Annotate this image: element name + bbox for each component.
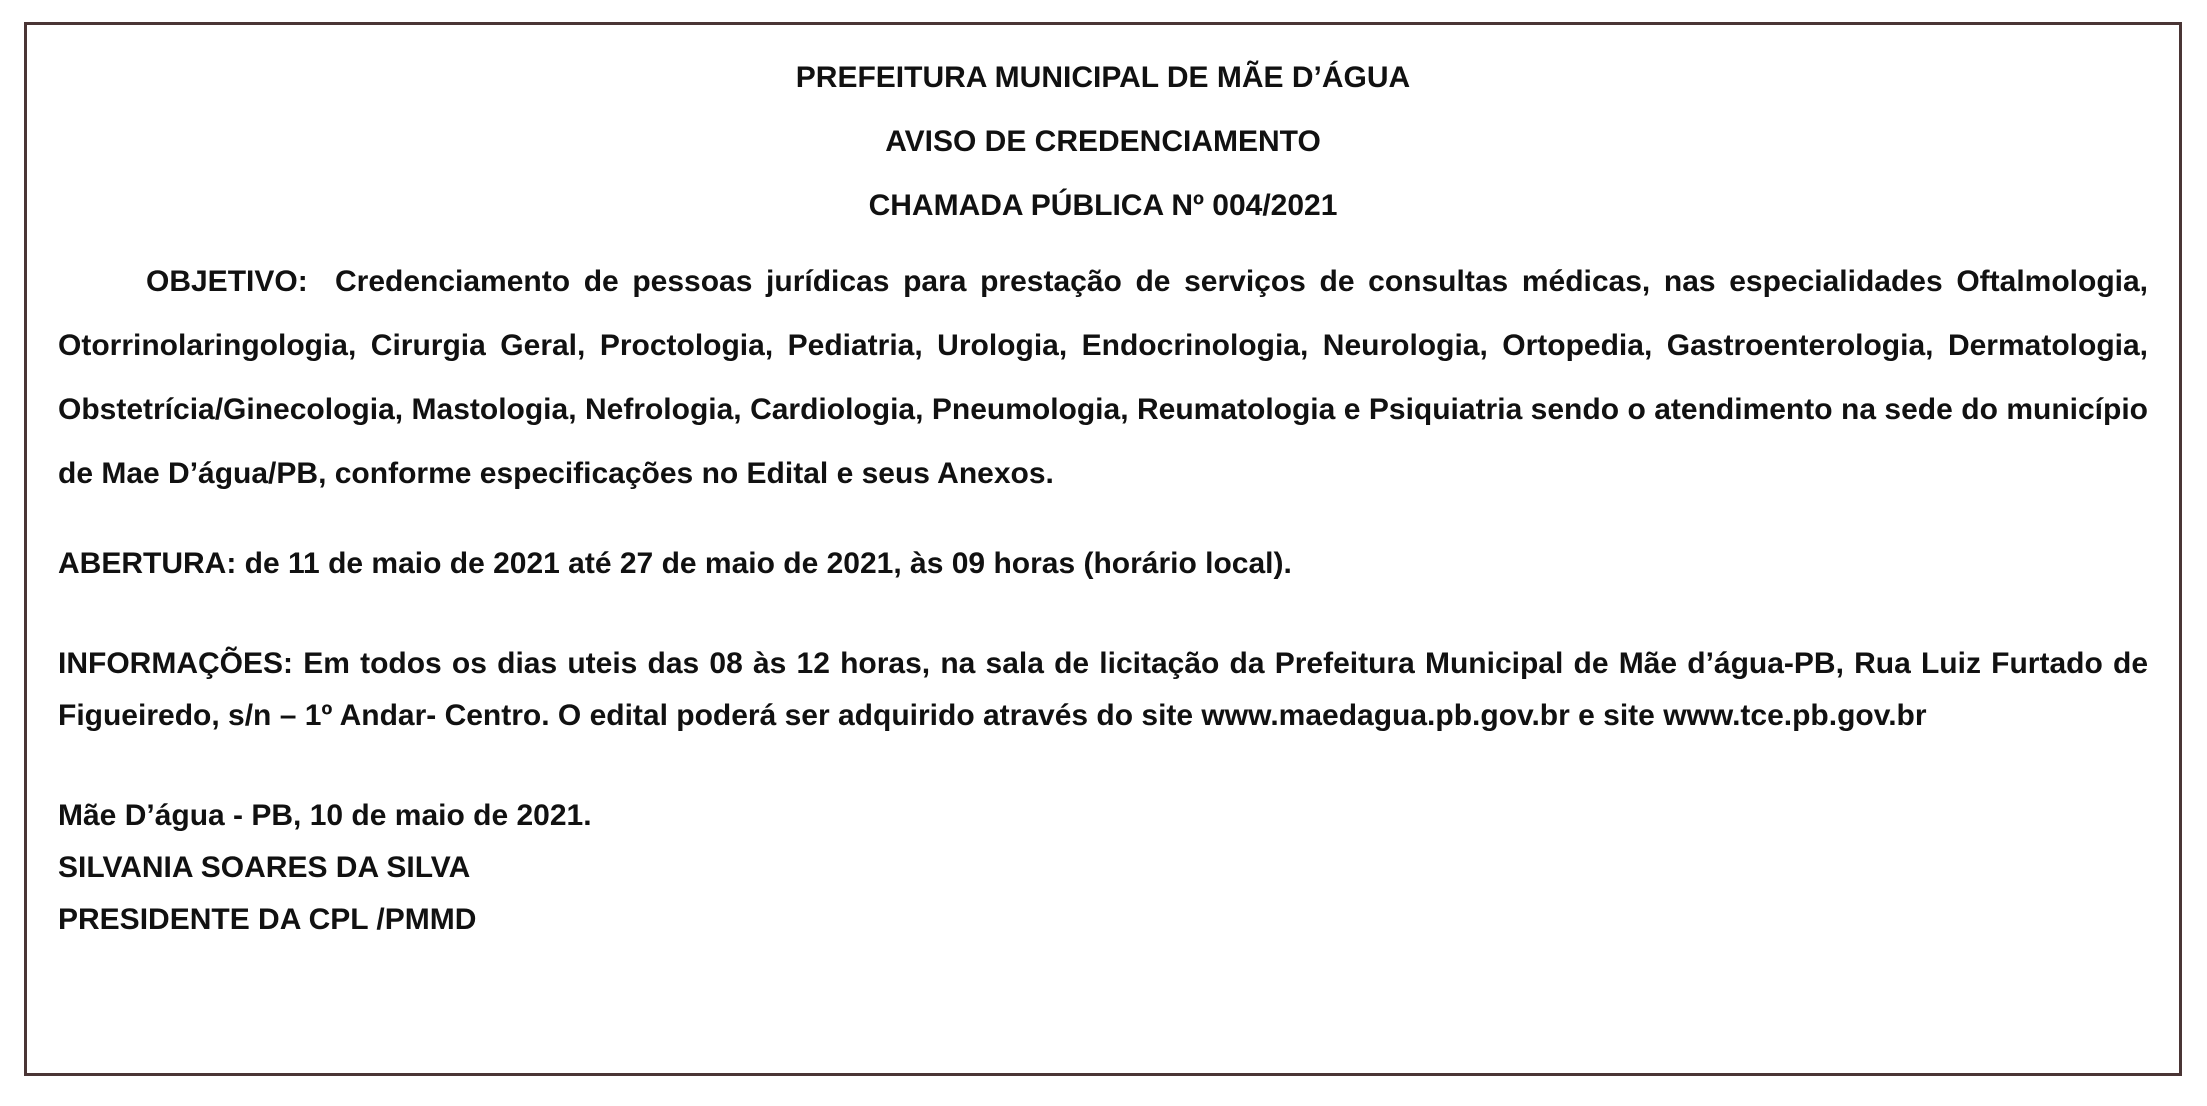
notice-frame [24,22,2182,1076]
objective-text: Credenciamento de pessoas jurídicas para prestação de serviços de consultas médicas, nas especialidades Oftalmologia, Otorrinolaringologia, Cirurgia Geral, Proctologia, Pediatria, Urologia, Endocrinologia, Neurologia, Ortopedia, Gastroenterologia, Dermatologia, Obstetrícia/Ginecologia, Mastologia, Nefrologia, Cardiologia, Pneumologia, Reumatologia e Psiquiatria sendo o atendimento na sede do município de Mae D’água/PB, conforme especificações no Edital e seus Anexos. [58,265,2148,490]
objective-label: OBJETIVO: [146,265,308,298]
abertura-paragraph [58,538,2148,590]
municipality-title: PREFEITURA MUNICIPAL DE MÃE D’ÁGUA [795,61,1411,94]
informacoes-label: INFORMAÇÕES: [58,647,293,680]
informacoes-text: Em todos os dias uteis das 08 às 12 horas, na sala de licitação da Prefeitura Municipal de Mãe d’água-PB, Rua Luiz Furtado de Figueiredo, s/n – 1º Andar- Centro. O edital poderá ser adquirido através do site www.maedagua.pb.gov.br e site www.tce.pb.gov.br [58,647,2149,732]
signatory-role: PRESIDENTE DA CPL /PMMD [58,903,477,936]
abertura-label: ABERTURA: [58,547,237,580]
informacoes-paragraph [58,638,2148,742]
place-date: Mãe D’água - PB, 10 de maio de 2021. [58,799,592,832]
notice-content [58,58,2148,946]
signatory-name: SILVANIA SOARES DA SILVA [58,851,471,884]
abertura-text: de 11 de maio de 2021 até 27 de maio de 2021, às 09 horas (horário local). [244,547,1292,580]
objective-paragraph [58,250,2148,506]
call-number: CHAMADA PÚBLICA Nº 004/2021 [868,189,1338,222]
notice-title: AVISO DE CREDENCIAMENTO [885,125,1321,158]
